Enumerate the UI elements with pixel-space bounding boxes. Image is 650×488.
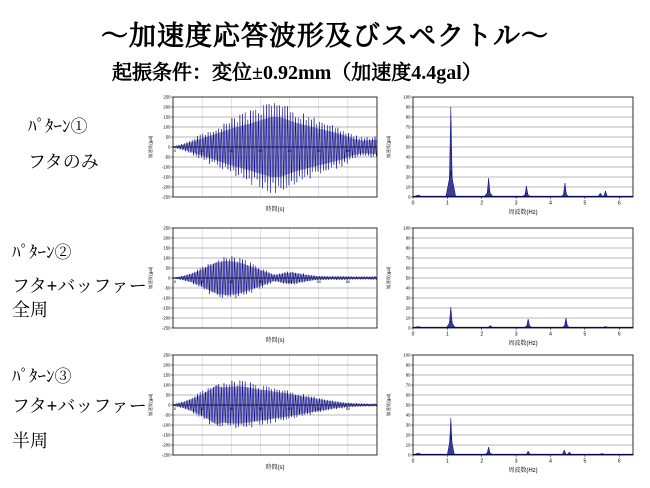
svg-text:250: 250 [163,225,171,231]
svg-text:70: 70 [405,255,411,261]
waveform-chart-3 [145,350,380,480]
svg-text:2: 2 [480,331,484,338]
svg-text:0: 0 [408,325,411,331]
svg-text:20: 20 [405,432,411,438]
spectrum-chart-2 [383,223,645,353]
svg-text:時間(s): 時間(s) [265,207,285,213]
svg-text:-50: -50 [164,154,171,160]
svg-text:4: 4 [549,331,552,338]
svg-text:50: 50 [165,392,171,398]
svg-text:0: 0 [168,402,171,408]
waveform-chart-1 [145,92,380,222]
svg-text:30: 30 [405,164,411,170]
svg-text:10: 10 [405,184,411,190]
svg-text:50: 50 [316,149,321,153]
svg-text:100: 100 [163,382,171,388]
svg-text:200: 200 [163,235,171,241]
svg-text:-250: -250 [161,325,171,331]
svg-text:周波数(Hz): 周波数(Hz) [508,341,538,347]
svg-text:80: 80 [405,372,411,378]
svg-text:100: 100 [403,352,411,358]
svg-text:200: 200 [163,104,171,110]
svg-text:0: 0 [173,407,177,411]
svg-text:60: 60 [405,134,411,140]
svg-text:2: 2 [480,200,484,207]
svg-text:150: 150 [163,114,171,120]
pattern-2-desc-1: フタ+バッファー [12,276,147,296]
svg-text:3: 3 [514,200,518,207]
svg-text:0: 0 [168,144,171,150]
svg-text:90: 90 [405,104,411,110]
svg-text:加速度(gal): 加速度(gal) [386,393,391,417]
svg-text:0: 0 [168,275,171,281]
svg-text:20: 20 [229,280,234,284]
svg-text:3: 3 [514,458,518,465]
svg-text:100: 100 [163,124,171,130]
svg-text:50: 50 [165,134,171,140]
svg-text:-200: -200 [161,184,171,190]
svg-text:-100: -100 [161,295,171,301]
svg-text:50: 50 [165,265,171,271]
svg-text:0: 0 [411,331,415,338]
svg-text:加速度(gal): 加速度(gal) [386,266,391,290]
svg-text:70: 70 [405,124,411,130]
pattern-3-desc-1: フタ+バッファー [12,396,147,416]
svg-text:4: 4 [549,458,552,465]
svg-text:時間(s): 時間(s) [265,465,285,471]
svg-text:10: 10 [200,149,205,153]
svg-text:250: 250 [163,94,171,100]
svg-text:30: 30 [258,149,263,153]
svg-text:-250: -250 [161,452,171,458]
svg-text:20: 20 [229,149,234,153]
svg-text:5: 5 [583,200,587,207]
svg-text:40: 40 [287,280,292,284]
svg-text:40: 40 [405,154,411,160]
svg-text:-200: -200 [161,442,171,448]
svg-text:10: 10 [405,315,411,321]
svg-text:20: 20 [405,174,411,180]
pattern-2-name: ﾊﾟﾀｰﾝ② [12,243,72,262]
svg-text:150: 150 [163,372,171,378]
svg-text:30: 30 [258,407,263,411]
svg-text:加速度(gal): 加速度(gal) [148,393,153,417]
svg-text:20: 20 [405,305,411,311]
svg-text:50: 50 [405,275,411,281]
svg-text:加速度(gal): 加速度(gal) [386,135,391,159]
svg-text:-250: -250 [161,194,171,200]
svg-text:0: 0 [173,149,177,153]
slide-subtitle: 起振条件：変位±0.92mm（加速度4.4gal） [112,62,482,84]
spectrum-chart-3 [383,350,645,480]
svg-text:0: 0 [411,458,415,465]
svg-text:60: 60 [345,407,350,411]
svg-text:-150: -150 [161,174,171,180]
svg-text:40: 40 [405,285,411,291]
svg-text:200: 200 [163,362,171,368]
svg-text:150: 150 [163,245,171,251]
svg-text:2: 2 [480,458,484,465]
pattern-2-desc-2: 全周 [12,300,48,320]
pattern-1-name: ﾊﾟﾀｰﾝ① [28,117,88,136]
svg-text:0: 0 [408,194,411,200]
svg-text:1: 1 [445,458,449,465]
svg-text:30: 30 [258,280,263,284]
svg-text:0: 0 [173,280,177,284]
spectrum-chart-1 [383,92,645,222]
svg-text:加速度(gal): 加速度(gal) [148,135,153,159]
svg-text:250: 250 [163,352,171,358]
svg-text:-150: -150 [161,432,171,438]
svg-text:-100: -100 [161,164,171,170]
svg-text:50: 50 [405,144,411,150]
svg-text:6: 6 [617,331,621,338]
svg-text:40: 40 [287,149,292,153]
svg-text:80: 80 [405,114,411,120]
svg-text:100: 100 [403,225,411,231]
svg-text:1: 1 [445,200,449,207]
svg-text:-150: -150 [161,305,171,311]
svg-text:40: 40 [405,412,411,418]
svg-text:-200: -200 [161,315,171,321]
svg-text:40: 40 [287,407,292,411]
svg-text:30: 30 [405,422,411,428]
svg-text:60: 60 [345,280,350,284]
svg-text:0: 0 [411,200,415,207]
svg-text:10: 10 [200,280,205,284]
svg-text:時間(s): 時間(s) [265,338,285,344]
svg-text:100: 100 [163,255,171,261]
svg-text:6: 6 [617,200,621,207]
svg-text:70: 70 [405,382,411,388]
svg-text:50: 50 [316,280,321,284]
pattern-1-desc-1: フタのみ [28,152,99,172]
svg-text:100: 100 [403,94,411,100]
pattern-3-desc-2: 半周 [12,431,48,451]
svg-text:5: 5 [583,458,587,465]
svg-text:60: 60 [405,392,411,398]
svg-text:0: 0 [408,452,411,458]
svg-text:周波数(Hz): 周波数(Hz) [508,468,538,474]
svg-text:6: 6 [617,458,621,465]
svg-text:-50: -50 [164,285,171,291]
svg-text:30: 30 [405,295,411,301]
svg-text:3: 3 [514,331,518,338]
svg-text:20: 20 [229,407,234,411]
svg-text:-100: -100 [161,422,171,428]
svg-text:60: 60 [345,149,350,153]
svg-text:80: 80 [405,245,411,251]
pattern-3-name: ﾊﾟﾀｰﾝ③ [12,367,72,386]
svg-text:50: 50 [316,407,321,411]
svg-text:-50: -50 [164,412,171,418]
svg-text:1: 1 [445,331,449,338]
svg-text:10: 10 [405,442,411,448]
svg-text:10: 10 [200,407,205,411]
waveform-chart-2 [145,223,380,353]
svg-text:60: 60 [405,265,411,271]
svg-text:5: 5 [583,331,587,338]
svg-text:4: 4 [549,200,552,207]
svg-text:周波数(Hz): 周波数(Hz) [508,210,538,216]
svg-text:90: 90 [405,235,411,241]
svg-text:50: 50 [405,402,411,408]
svg-text:加速度(gal): 加速度(gal) [148,266,153,290]
svg-text:90: 90 [405,362,411,368]
slide-title: 〜加速度応答波形及びスペクトル〜 [101,21,549,51]
